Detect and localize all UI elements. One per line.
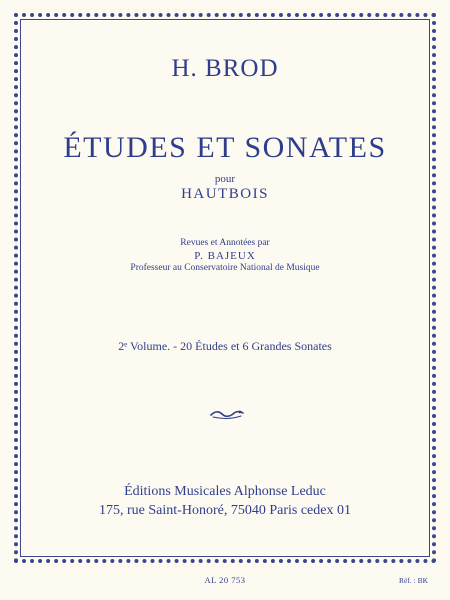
flourish-ornament-icon bbox=[210, 408, 244, 420]
volume-info: 2ᵉ Volume. - 20 Études et 6 Grandes Sonates bbox=[118, 339, 332, 353]
publisher-address: 175, rue Saint-Honoré, 75040 Paris cedex 01 bbox=[99, 503, 351, 518]
editor-title: Professeur au Conservatoire National de Musique bbox=[130, 263, 320, 273]
inner-border-frame bbox=[20, 19, 430, 557]
composer-name: H. BROD bbox=[171, 55, 279, 82]
work-title: ÉTUDES ET SONATES bbox=[63, 131, 387, 164]
reference-code: Réf. : BK bbox=[399, 576, 428, 585]
editor-name: P. BAJEUX bbox=[194, 250, 256, 262]
publisher-name: Éditions Musicales Alphonse Leduc bbox=[124, 484, 326, 499]
catalog-number: AL 20 753 bbox=[204, 575, 246, 585]
instrument-name: HAUTBOIS bbox=[181, 186, 269, 202]
revised-by-label: Revues et Annotées par bbox=[180, 238, 270, 248]
for-label: pour bbox=[214, 173, 236, 185]
